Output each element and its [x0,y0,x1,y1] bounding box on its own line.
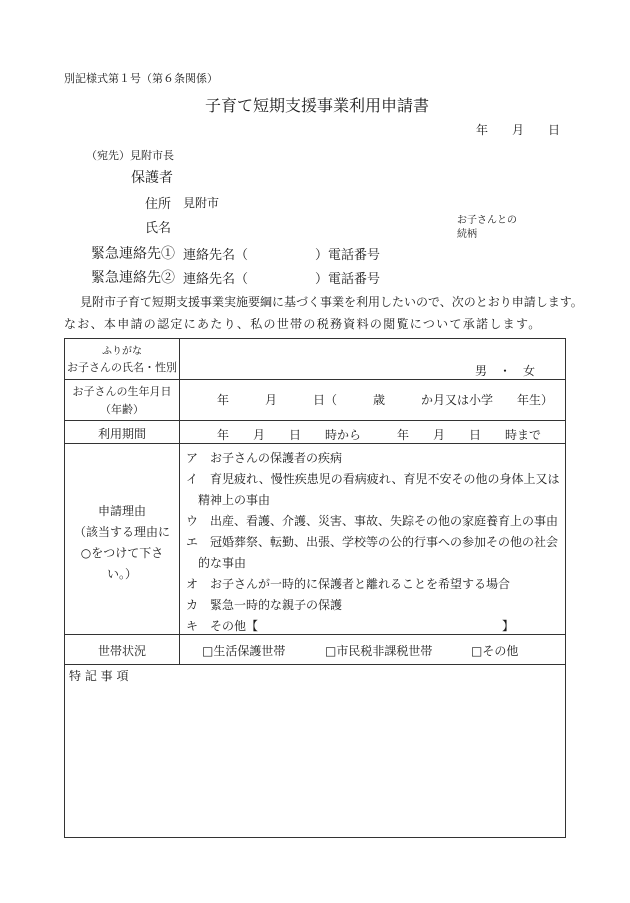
emergency-contact-1-phone: ）電話番号 [315,248,381,263]
application-table [64,338,566,838]
row-divider [65,420,565,421]
birthdate-field[interactable]: 年 月 日（ 歳 か月又は小学 年生） [217,393,554,407]
reason-label-2: （該当する理由に [73,525,170,539]
row-divider [65,664,565,665]
form-number: 別記様式第１号（第６条関係） [64,72,218,85]
reason-label-4: い。） [106,567,137,581]
emergency-contact-1-label: 緊急連絡先① [91,246,175,262]
row-divider [65,443,565,444]
guardian-label: 保護者 [131,170,173,186]
emergency-contact-2-label: 緊急連絡先② [91,270,175,286]
reason-other-bracket: 】 [502,619,515,633]
notes-field[interactable] [69,685,559,833]
reason-option-ka[interactable]: カ 緊急一時的な親子の保護 [186,598,343,612]
household-option-tax-exempt[interactable]: □市民税非課税世帯 [325,644,433,658]
reason-label: 申請理由 [97,504,146,518]
emergency-contact-2-name: 連絡先名（ [183,272,249,287]
household-label: 世帯状況 [97,644,146,658]
date-year-label: 年 [476,123,489,137]
date-day-label: 日 [548,123,561,137]
date-month-label: 月 [512,123,525,137]
birthdate-label: お子さんの生年月日 [72,385,172,398]
reason-option-i-cont: 精神上の事由 [186,493,271,507]
reason-option-a[interactable]: ア お子さんの保護者の疾病 [186,451,343,465]
notes-label: 特 記 事 項 [69,669,129,683]
row-divider [65,379,565,380]
addressee: （宛先）見附市長 [86,149,174,162]
household-option-welfare[interactable]: □生活保護世帯 [202,644,286,658]
reason-option-ki[interactable]: キ その他【 [186,619,259,633]
household-option-other[interactable]: □その他 [471,644,519,658]
reason-option-e[interactable]: エ 冠婚葬祭、転勤、出張、学校等の公的行事への参加その他の社会 [186,535,559,549]
period-label: 利用期間 [97,427,146,441]
intro-text-line-1: 見附市子育て短期支援事業実施要綱に基づく事業を利用したいので、次のとおり申請します。 [80,295,583,309]
intro-text-line-2: なお、本申請の認定にあたり、私の世帯の税務資料の閲覧について承諾します。 [64,317,542,331]
relation-label-2: 続柄 [457,229,477,240]
address-label: 住所 [145,197,172,212]
reason-option-o[interactable]: オ お子さんが一時的に保護者と離れることを希望する場合 [186,577,511,591]
address-value: 見附市 [183,196,220,210]
reason-option-i[interactable]: イ 育児疲れ、慢性疾患児の看病疲れ、育児不安その他の身体上又は [186,472,560,486]
period-field[interactable]: 年 月 日 時から 年 月 日 時まで [217,428,542,442]
relation-label: お子さんとの [457,215,517,226]
column-divider [179,339,180,664]
page-title: 子育て短期支援事業利用申請書 [205,96,430,115]
gender-select[interactable]: 男 ・ 女 [475,364,536,378]
row-divider [65,634,565,635]
emergency-contact-2-phone: ）電話番号 [315,272,381,287]
name-label: 氏名 [145,221,172,236]
emergency-contact-1-name: 連絡先名（ [183,248,249,263]
reason-label-3: ○をつけて下さ [80,546,164,560]
reason-option-u[interactable]: ウ 出産、看護、介護、災害、事故、失踪その他の家庭養育上の事由 [186,514,559,528]
reason-option-e-cont: 的な事由 [186,556,247,570]
age-label: （年齢） [100,403,144,416]
furigana-label: ふりがな [102,346,142,357]
child-name-label: お子さんの氏名・性別 [67,361,177,374]
